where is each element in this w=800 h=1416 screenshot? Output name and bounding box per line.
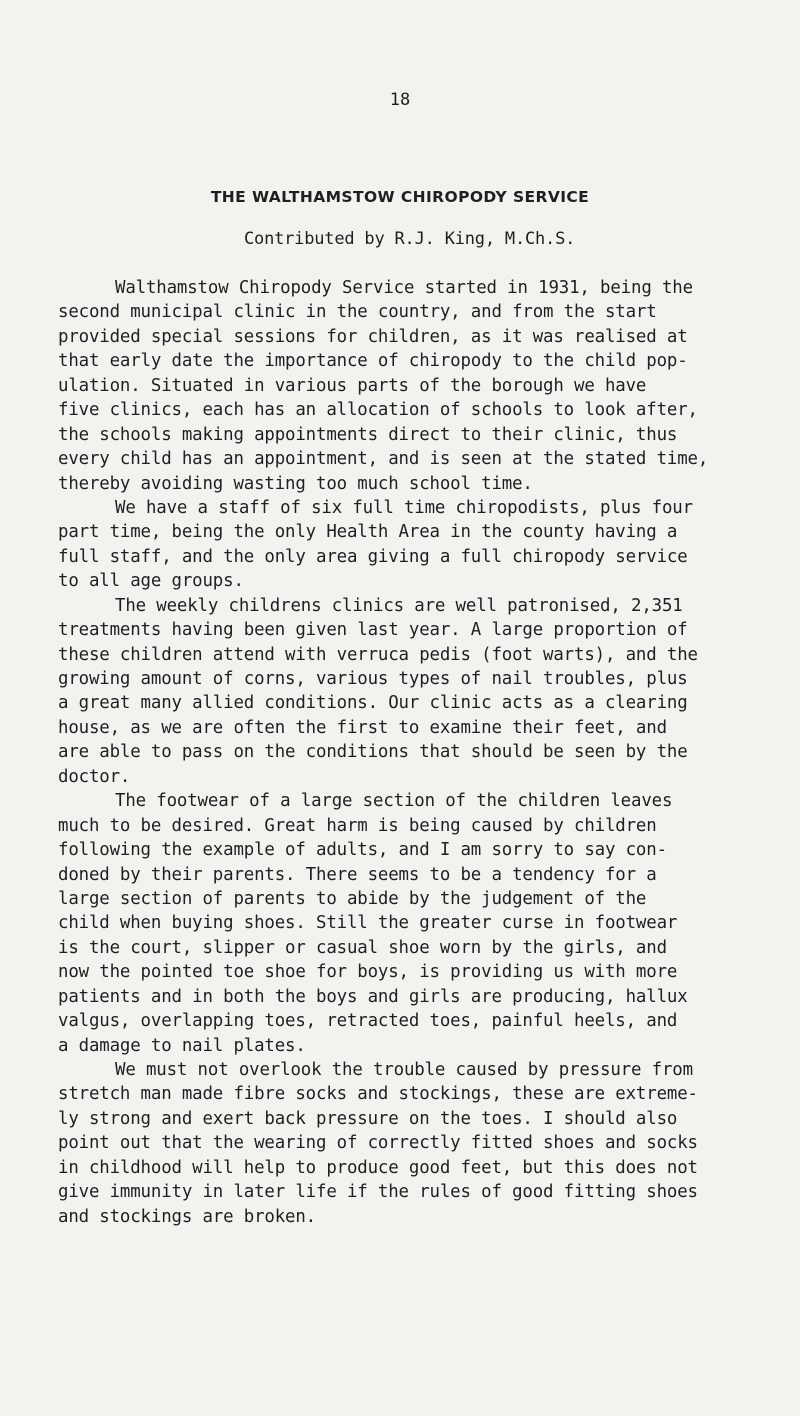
text-line: provided special sessions for children, as it was realised at (58, 326, 688, 347)
text-line: point out that the wearing of correctly fitted shoes and socks (58, 1133, 698, 1154)
paragraph (58, 276, 758, 496)
text-line: much to be desired. Great harm is being caused by children (58, 815, 657, 836)
text-line: valgus, overlapping toes, retracted toes, painful heels, and (58, 1011, 678, 1032)
text-line: the schools making appointments direct to their clinic, thus (58, 424, 678, 445)
text-line: to all age groups. (58, 571, 244, 592)
text-line: doned by their parents. There seems to be a tendency for a (58, 864, 657, 885)
text-line: The footwear of a large section of the children leaves (115, 791, 673, 812)
text-line: are able to pass on the conditions that should be seen by the (58, 742, 688, 763)
text-line: now the pointed toe shoe for boys, is providing us with more (58, 962, 678, 983)
text-line: ly strong and exert back pressure on the toes. I should also (58, 1108, 678, 1129)
text-line: and stockings are broken. (58, 1206, 317, 1227)
text-line: is the court, slipper or casual shoe worn by the girls, and (58, 937, 667, 958)
text-line: large section of parents to abide by the judgement of the (58, 888, 647, 909)
text-line: a damage to nail plates. (58, 1035, 306, 1056)
text-line: house, as we are often the first to examine their feet, and (58, 717, 667, 738)
text-line: these children attend with verruca pedis (foot warts), and the (58, 644, 698, 665)
page-title: THE WALTHAMSTOW CHIROPODY SERVICE (210, 188, 590, 206)
text-line: a great many allied conditions. Our clinic acts as a clearing (58, 693, 688, 714)
text-line: second municipal clinic in the country, and from the start (58, 302, 657, 323)
paragraph (58, 789, 758, 1058)
text-line: that early date the importance of chiropody to the child pop- (58, 351, 688, 372)
text-line: following the example of adults, and I am sorry to say con- (58, 840, 667, 861)
text-line: child when buying shoes. Still the greater curse in footwear (58, 913, 678, 934)
text-line: every child has an appointment, and is seen at the stated time, (58, 449, 709, 470)
text-line: We must not overlook the trouble caused by pressure from (115, 1060, 693, 1080)
text-line: Walthamstow Chiropody Service started in 1931, being the (115, 278, 693, 298)
article-body (58, 276, 758, 1229)
byline: Contributed by R.J. King, M.Ch.S. (244, 229, 576, 249)
text-line: ulation. Situated in various parts of the borough we have (58, 375, 647, 396)
text-line: growing amount of corns, various types of nail troubles, plus (58, 669, 688, 689)
text-line: stretch man made fibre socks and stockings, these are extreme- (58, 1084, 698, 1105)
text-line: in childhood will help to produce good feet, but this does not (58, 1157, 698, 1178)
text-line: patients and in both the boys and girls are producing, hallux (58, 986, 688, 1007)
text-line: give immunity in later life if the rules of good fitting shoes (58, 1182, 698, 1203)
text-line: five clinics, each has an allocation of schools to look after, (58, 400, 698, 421)
paragraph (58, 594, 758, 790)
paragraph (58, 1058, 758, 1229)
text-line: doctor. (58, 766, 131, 787)
text-line: part time, being the only Health Area in the county having a (58, 522, 678, 543)
text-line: treatments having been given last year. A large proportion of (58, 620, 688, 641)
paragraph (58, 496, 758, 594)
text-line: We have a staff of six full time chiropodists, plus four (115, 497, 693, 518)
page-number: 18 (389, 90, 411, 110)
text-line: full staff, and the only area giving a full chiropody service (58, 546, 688, 567)
text-line: thereby avoiding wasting too much school time. (58, 473, 533, 494)
text-line: The weekly childrens clinics are well patronised, 2,351 (115, 595, 683, 616)
